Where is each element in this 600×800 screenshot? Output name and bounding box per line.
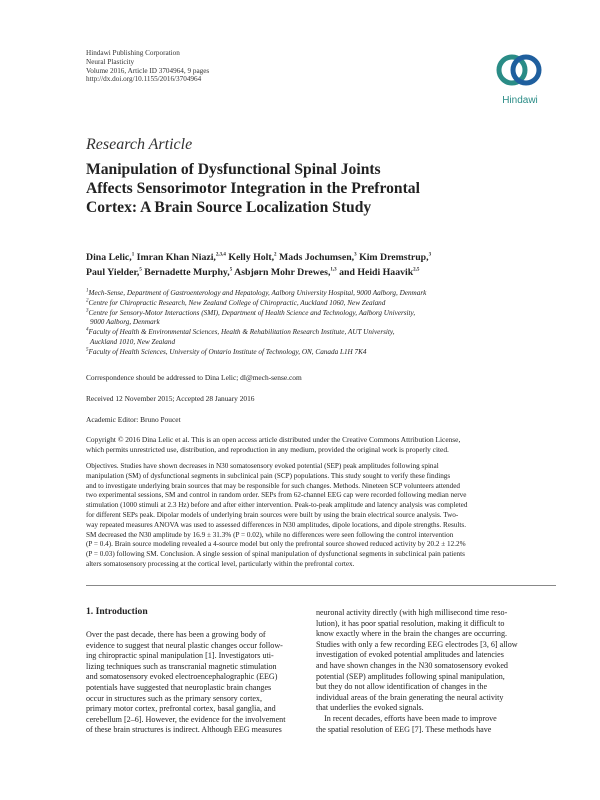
body-line: know exactly where in the brain the changes are occurring. (316, 629, 508, 639)
affiliation-list (86, 289, 546, 358)
article-type: Research Article (86, 136, 193, 153)
body-column-right (316, 608, 544, 735)
author-name: Kelly Holt, (228, 252, 275, 263)
body-line: potential (SEP) amplitudes following spinal manipulation, (316, 671, 505, 681)
author-affil-sup: 2,5 (413, 267, 420, 273)
abstract-line: two experimental sessions, SM and control in random order. SEPs from 62-channel EEG cap were recorded following median nerve (86, 491, 467, 500)
affiliation-text: Centre for Chiropractic Research, New Zealand College of Chiropractic, Auckland 1060, New Zealand (88, 298, 386, 307)
body-line: Studies with only a few recording EEG electrodes [3, 6] allow (316, 639, 518, 649)
body-line: that underlies the evoked signals. (316, 703, 424, 713)
abstract-line: manipulation (SM) of dysfunctional segments in subclinical pain (SCP) populations. This study sought to verify these findings (86, 471, 451, 480)
author-name: Kim Dremstrup, (359, 252, 429, 263)
volume-info: Volume 2016, Article ID 3704964, 9 pages (86, 66, 210, 75)
author-name: Paul Yielder, (86, 267, 140, 278)
body-line: evidence to suggest that neural plastic changes occur follow- (86, 640, 283, 650)
title-line: Affects Sensorimotor Integration in the Prefrontal (86, 180, 420, 197)
affiliation-number: 5 (86, 347, 89, 353)
affiliation-text: Centre for Sensory-Motor Interactions (SMI), Department of Health Science and Technology, Aalborg University, (88, 308, 416, 317)
doi-link[interactable]: http://dx.doi.org/10.1155/2016/3704964 (86, 75, 202, 84)
abstract-line: and to investigate underlying brain sources that may be responsible for such changes. Methods. Nineteen SCP volunteers attended (86, 481, 460, 490)
affiliation (86, 328, 546, 338)
body-line: but they do not allow identification of changes in the (316, 682, 488, 692)
received-dates: Received 12 November 2015; Accepted 28 January 2016 (86, 394, 255, 403)
title-line: Manipulation of Dysfunctional Spinal Joints (86, 161, 381, 178)
affiliation-number: 1 (86, 288, 89, 294)
body-line: occur in structures such as the primary sensory cortex, (86, 693, 262, 703)
body-line: the spatial resolution of EEG [7]. These methods have (316, 724, 492, 734)
affiliation (86, 348, 546, 358)
copyright-notice (86, 435, 556, 454)
body-line: Over the past decade, there has been a growing body of (86, 630, 266, 639)
author-affil-sup: 1,3 (330, 267, 337, 273)
abstract-line: for different SEPs peak. Dipolar models of underlying brain sources were built by using the brain electrical source analysis. Two- (86, 510, 459, 519)
body-line: of these brain structures is indirect. Although EEG measures (86, 725, 282, 735)
body-line: lizing techniques such as transcranial magnetic stimulation (86, 661, 277, 671)
hindawi-logo-text: Hindawi (502, 95, 538, 106)
affiliation-text: Auckland 1010, New Zealand (90, 337, 176, 346)
affiliation-text: 9000 Aalborg, Denmark (90, 318, 160, 327)
body-line: primary motor cortex, prefrontal cortex, basal ganglia, and (86, 704, 276, 714)
author-line (86, 265, 546, 280)
author-name: and Heidi Haavik (339, 267, 414, 278)
affiliation-number: 4 (86, 327, 89, 333)
body-line: and somatosensory evoked electroencephalographic (EEG) (86, 672, 278, 682)
affiliation-continuation (86, 318, 546, 328)
affiliation-text: Mech-Sense, Department of Gastroenterology and Hepatology, Aalborg University Hospital, 9000 Aalborg, Denmark (88, 289, 427, 297)
body-line: and have shown changes in the N30 somatosensory evoked (316, 660, 508, 670)
title-line: Cortex: A Brain Source Localization Study (86, 199, 372, 216)
body-line: ing chiropractic spinal manipulation [1]. Investigators uti- (86, 651, 274, 661)
correspondence-note: Correspondence should be addressed to Dina Lelic; dl@mech-sense.com (86, 373, 302, 382)
affiliation-text: Faculty of Health Sciences, University of Ontario Institute of Technology, ON, Canada L1H 7K4 (88, 347, 367, 356)
author-line (86, 250, 546, 265)
body-column-left (86, 630, 314, 736)
section-heading: 1. Introduction (86, 606, 148, 617)
author-affil-sup: 3 (354, 252, 357, 258)
author-name: Dina Lelic, (86, 252, 132, 263)
author-affil-sup: 2 (274, 252, 277, 258)
article-title (86, 160, 546, 217)
author-affil-sup: 5 (139, 267, 142, 273)
abstract-line: SM decreased the N30 amplitude by 16.9 ± 31.3% (P = 0.02), while no differences were seen following the control intervention (86, 530, 454, 539)
author-list (86, 250, 546, 280)
abstract-line: Objectives. Studies have shown decreases in N30 somatosensory evoked potential (SEP) peak amplitudes following spinal (86, 462, 439, 470)
copyright-line: Copyright © 2016 Dina Lelic et al. This is an open access article distributed under the Creative Commons Attribution License, (86, 435, 461, 444)
publisher-name: Hindawi Publishing Corporation (86, 49, 180, 57)
author-name: Imran Khan Niazi, (136, 252, 216, 263)
affiliation-number: 3 (86, 308, 89, 314)
body-line: In recent decades, efforts have been made to improve (316, 713, 497, 723)
author-name: Asbjørn Mohr Drewes, (234, 267, 331, 278)
affiliation (86, 299, 546, 309)
abstract-line: (P = 0.4). Brain source modeling revealed a 4-source model but only the prefrontal source showed reduced activity by 20.2 ± 12.2% (86, 540, 466, 549)
body-line: investigation of evoked potential amplitudes and latencies (316, 650, 504, 660)
academic-editor: Academic Editor: Bruno Poucet (86, 415, 181, 424)
body-line: individual areas of the brain generating the neural activity (316, 692, 504, 702)
author-name: Mads Jochumsen, (279, 252, 355, 263)
journal-name: Neural Plasticity (86, 57, 135, 66)
author-affil-sup: 1 (131, 252, 135, 258)
affiliation-text: Faculty of Health & Environmental Sciences, Health & Rehabilitation Research Institute, AUT University, (88, 328, 395, 337)
abstract (86, 462, 556, 570)
abstract-line: alters somatosensory processing at the cortical level, particularly within the prefrontal cortex. (86, 559, 355, 568)
affiliation (86, 289, 546, 299)
section-divider (86, 585, 556, 586)
affiliation-number: 2 (86, 298, 89, 304)
author-affil-sup: 3 (428, 252, 432, 258)
abstract-line: (P = 0.03) following SM. Conclusion. A single session of spinal manipulation of dysfunctional segments in subclinical pain patients (86, 550, 465, 559)
journal-header (86, 49, 209, 84)
copyright-line: which permits unrestricted use, distribution, and reproduction in any medium, provided the original work is properly cited. (86, 444, 449, 454)
author-affil-sup: 2,3,4 (215, 252, 226, 258)
body-line: lution), it has poor spatial resolution, making it difficult to (316, 618, 505, 628)
affiliation (86, 309, 546, 319)
body-line: neuronal activity directly (with high millisecond time reso- (316, 608, 508, 617)
affiliation-continuation (86, 338, 546, 348)
author-affil-sup: 5 (229, 267, 233, 273)
abstract-line: way repeated measures ANOVA was used to assessed differences in N30 amplitudes, dipole locations, and dipole strengths. Results. (86, 520, 466, 529)
author-name: Bernadette Murphy, (144, 267, 230, 278)
abstract-line: stimulation (1000 stimuli at 2.3 Hz) before and after either intervention. Peak-to-peak amplitude and latency analysis was completed (86, 501, 468, 510)
body-line: potentials have suggested that neuroplastic brain changes (86, 682, 272, 692)
body-line: cerebellum [2–6]. However, the evidence for the involvement (86, 714, 286, 724)
